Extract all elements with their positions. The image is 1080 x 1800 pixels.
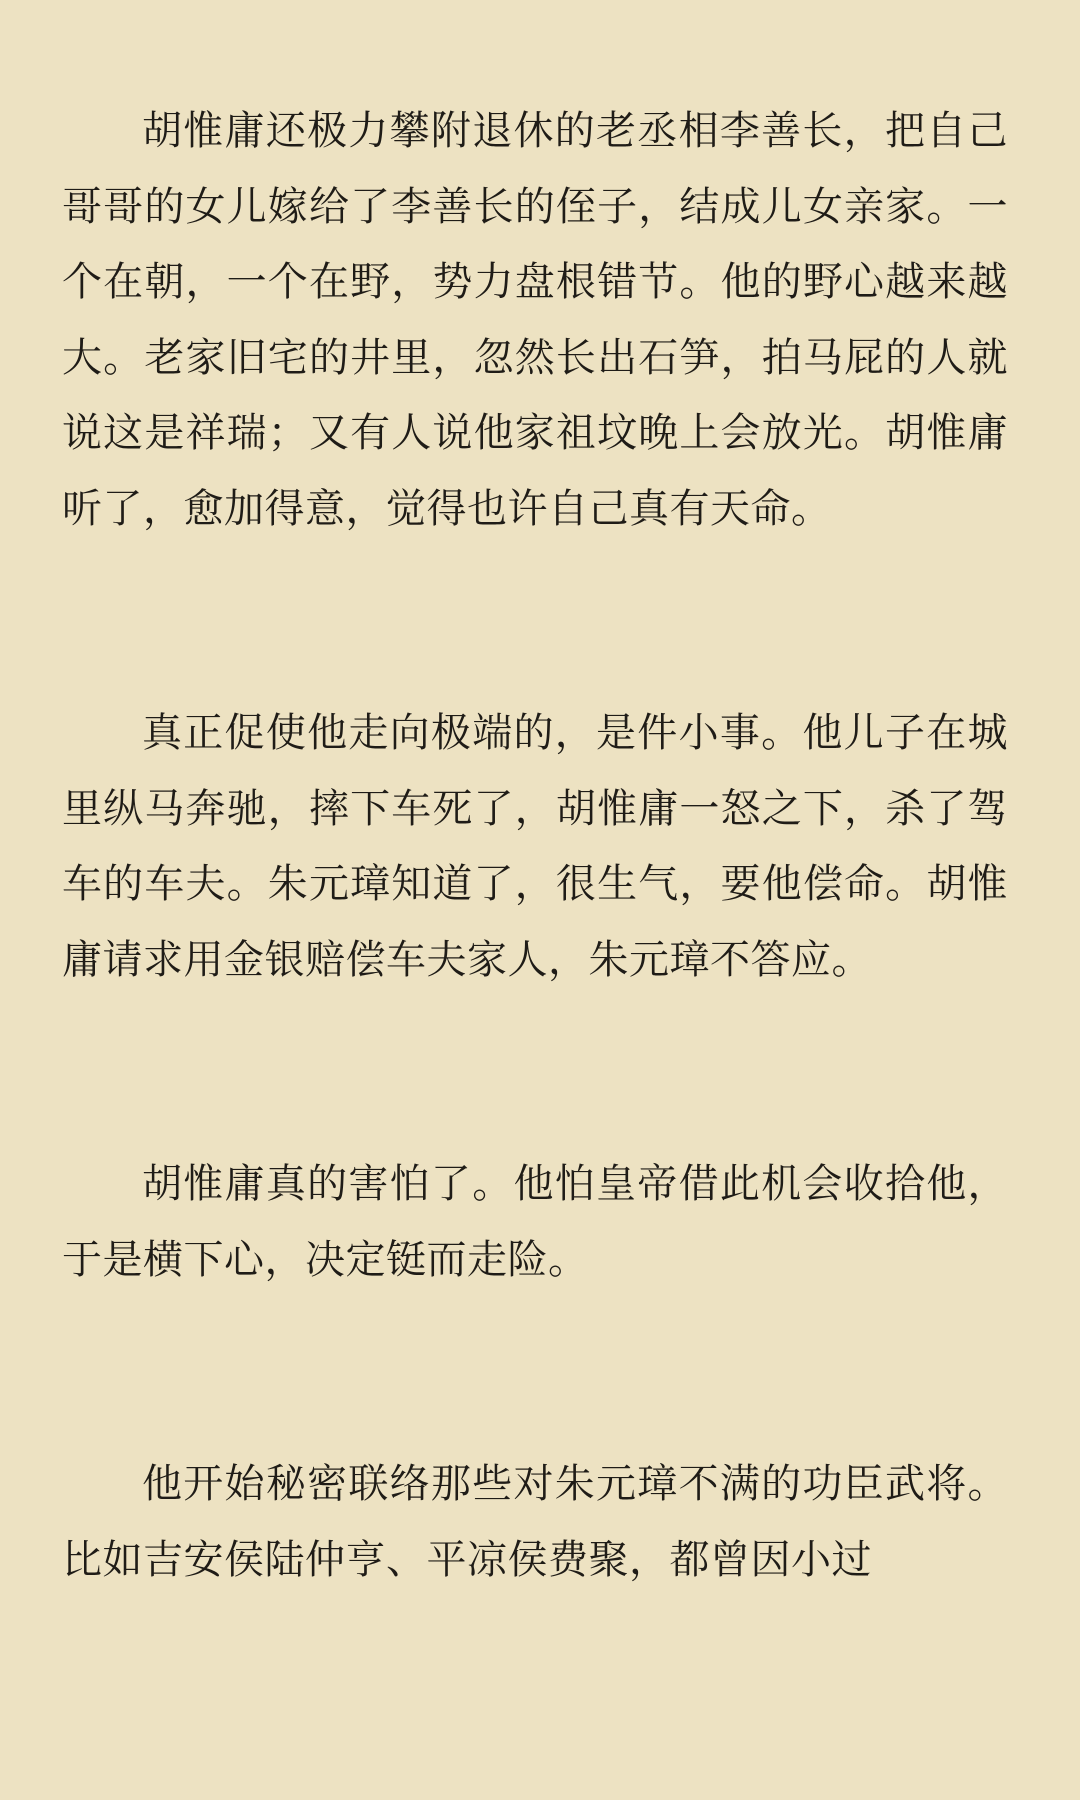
paragraph-1: 胡惟庸还极力攀附退休的老丞相李善长，把自己哥哥的女儿嫁给了李善长的侄子，结成儿女亲家。一个在朝，一个在野，势力盘根错节。他的野心越来越大。老家旧宅的井里，忽然长出石笋，拍马屁的人就说这是祥瑞；又有人说他家祖坟晚上会放光。胡惟庸听了，愈加得意，觉得也许自己真有天命。 [62, 108, 1008, 532]
paragraph-2: 真正促使他走向极端的，是件小事。他儿子在城里纵马奔驰，摔下车死了，胡惟庸一怒之下，杀了驾车的车夫。朱元璋知道了，很生气，要他偿命。胡惟庸请求用金银赔偿车夫家人，朱元璋不答应。 [62, 710, 1008, 983]
paragraph-3: 胡惟庸真的害怕了。他怕皇帝借此机会收拾他，于是横下心，决定铤而走险。 [62, 1161, 1008, 1283]
paragraph-4: 他开始秘密联络那些对朱元璋不满的功臣武将。比如吉安侯陆仲亨、平凉侯费聚，都曾因小过 [62, 1461, 1008, 1583]
